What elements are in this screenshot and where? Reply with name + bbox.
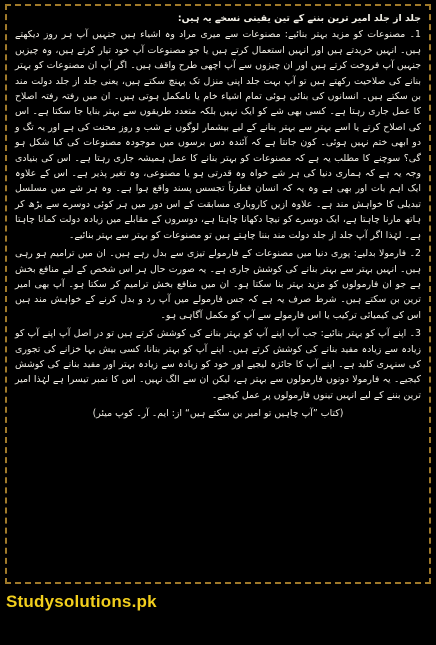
article-heading: جلد از جلد امیر ترین بننے کے تین یقینی نسخے یہ ہیں: bbox=[177, 13, 421, 24]
point-1-paragraph: 1۔ مصنوعات کو مزید بہتر بنائیے: مصنوعات سے میری مراد وہ اشیاء ہیں جنہیں آپ ہر روز دیکھتے ہیں۔ انہیں خریدتے ہیں اور انہیں استعمال کرتے ہیں یا جو مصنوعات آپ خود تیار کرتے ہیں، وہ چیزیں جنہیں آپ فروخت کرتے ہیں اور ان چیزوں سے آپ اچھی طرح واقف ہیں۔ اگر آپ ان مصنوعات کو بہتر بنانے کی صلاحیت رکھتے ہیں تو آپ بہت جلد اپنی منزل تک پہنچ سکتے ہیں، یعنی جلد از جلد دولت مند بن سکتے ہیں۔ انسانوں کی بنائی ہوئی تمام اشیاء خام یا نامکمل ہوتی ہیں۔ ان میں رفتہ رفتہ اصلاح کا عمل جاری رہتا ہے۔ کسی بھی شے کو ایک نہیں بلکہ متعدد طریقوں سے بہتر بنایا جا سکتا ہے۔ اس کی اصلاح کرتے یا اسے بہتر سے بہتر بنانے کے لیے بیشمار لوگوں نے شب و روز محنت کی ہے اور یہ تگ و دو ابھی ختم نہیں ہوئی۔ کون جانتا ہے کہ آئندہ دس برسوں میں موجودہ مصنوعات کی کیا شکل ہو گی؟ سوچنے کا مطلب یہ ہے کہ مصنوعات کو بہتر بنانے کا عمل ہمیشہ جاری رہتا ہے۔ اس کی بنیادی وجہ یہ ہے کہ ہماری دنیا کی ہر شے خواہ وہ قدرتی ہو یا مصنوعی، وہ تغیر پذیر ہے۔ اس کے علاوہ ایک اہم بات اور بھی ہے وہ یہ کہ انسان فطرتاً تجسس پسند واقع ہوا ہے۔ وہ ہر شے میں مسلسل تبدیلی کا خواہش مند ہے۔ علاوہ ازیں کاروباری مسابقت کے اس دور میں ہر کوئی دوسرے سے بڑھ کر ہاتھ مارنا چاہتا ہے، ایک دوسرے کو نیچا دکھانا چاہتا ہے، دوسروں کے مقابلے میں زیادہ دولت کمانا چاہتا ہے۔ لہٰذا اگر آپ جلد از جلد دولت مند بننا چاہتے ہیں تو مصنوعات کو بہتر سے بہتر بنائیے۔ bbox=[15, 29, 421, 241]
point-2-paragraph: 2۔ فارمولا بدلیے: پوری دنیا میں مصنوعات کے فارمولے تیزی سے بدل رہے ہیں۔ ان میں ترامیم ہو رہی ہیں۔ انہیں بہتر سے بہتر بنانے کی کوشش جاری ہے۔ یہ صورت حال ہر اس شخص کے لیے منافع بخش ہے جو ان فارمولوں کو مزید بہتر بنا سکتا ہو۔ ان میں منافع بخش ترامیم کر سکتا ہو۔ آپ بھی امیر ترین بن سکتے ہیں۔ شرط صرف یہ ہے کہ جس فارمولے میں آپ رد و بدل کرنے کے خواہش مند ہیں اس کی کیمیائی ترکیب یا اس فارمولے سے آپ کو مکمل آگاہی ہو۔ bbox=[15, 248, 421, 321]
book-source-citation: (کتاب ”آپ چاہیں تو امیر بن سکتے ہیں“ از: ایم۔ آر۔ کوپ میئر) bbox=[92, 408, 344, 420]
site-watermark: Studysolutions.pk bbox=[6, 592, 157, 611]
point-3-paragraph: 3۔ اپنے آپ کو بہتر بنائیے: جب آپ اپنے آپ کو بہتر بنانے کی کوشش کرتے ہیں تو در اصل آپ اپنے آپ کو زیادہ سے زیادہ مفید بنانے کی کوشش کرتے ہیں۔ اپنے آپ کو بہتر بنانا، کسی بیش بہا خزانے کی تجوری کی سنہری کلید ہے۔ اپنے آپ کا جائزہ لیجیے اور خود کو زیادہ سے زیادہ بہتر اور مفید بنانے کی کوشش کیجیے۔ یہ فارمولا دونوں فارمولوں سے بہتر ہے، لیکن ان سے الگ نہیں۔ اس کا نمبر تیسرا ہے لہٰذا امیر ترین بننے کے لیے انہیں تینوں فارمولوں پر عمل کیجیے۔ bbox=[15, 328, 421, 401]
article-box bbox=[5, 4, 431, 584]
